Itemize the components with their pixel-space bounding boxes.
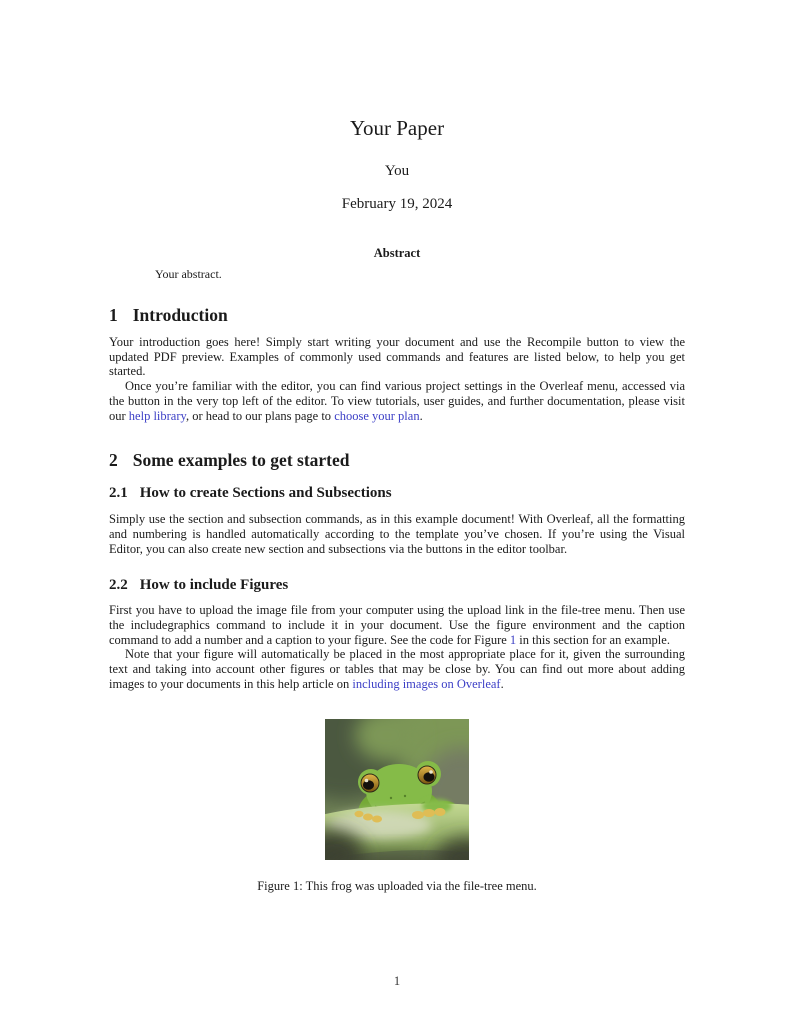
abstract-text: Your abstract. (155, 267, 222, 281)
text-segment: First you have to upload the image file from your computer using the upload link in the file-tree menu. Then use the includegraphics command to include it in your document. Use the figure environment and the caption command to add a number and a caption to your figure. See the code for Figure (109, 603, 685, 647)
text-segment: Note that your figure will automatically be placed in the most appropriate place for it, given the surrounding text and taking into account other figures or tables that may be close by. You can find out more about adding images to your documents in this help article on (109, 647, 685, 691)
inline-link[interactable]: choose your plan (334, 408, 420, 423)
paper-title: Your Paper (349, 116, 445, 140)
page-number: 1 (393, 974, 401, 988)
subsection-number: 2.1 (109, 485, 128, 502)
inline-link[interactable]: including images on Overleaf (352, 676, 501, 691)
text-segment: in this section for an example. (516, 632, 670, 647)
section-heading-examples (109, 449, 685, 471)
subsection-title: How to include Figures (139, 577, 289, 594)
subsection-number: 2.2 (109, 577, 128, 594)
subsection-heading-figures (109, 576, 685, 595)
title-block (109, 115, 685, 213)
text-segment: Once you’re familiar with the editor, you can find various project settings in the Overleaf menu, accessed via the button in the very top left of the editor. To view tutorials, user guides, and further documentation, please visit our (109, 379, 685, 423)
paragraph (109, 647, 685, 691)
paper-date: February 19, 2024 (341, 196, 453, 212)
section-title: Introduction (132, 305, 228, 325)
paper-author: You (384, 163, 410, 179)
section-introduction (109, 304, 685, 423)
subsection-title: How to create Sections and Subsections (139, 485, 392, 502)
text-segment: Your introduction goes here! Simply start writing your document and use the Recompile button to view the updated PDF preview. Examples of commonly used commands and features are listed below, to help you get started. (109, 335, 685, 379)
subsection-heading-sections (109, 484, 685, 503)
figure-1 (109, 719, 685, 894)
inline-link[interactable]: 1 (509, 632, 517, 647)
frog-photo (325, 719, 469, 860)
text-segment: . (419, 408, 423, 423)
section-title: Some examples to get started (132, 450, 350, 471)
frog-photo-illustration (325, 719, 469, 860)
paragraph (109, 379, 685, 423)
section-heading-introduction (109, 304, 685, 326)
paragraph (109, 335, 685, 379)
section-number: 2 (109, 450, 118, 471)
text-segment: . (500, 676, 504, 691)
figure-caption: Figure 1: This frog was uploaded via the file-tree menu. (257, 878, 537, 893)
inline-link[interactable]: help library (128, 408, 186, 423)
section-number: 1 (109, 305, 118, 325)
section-examples (109, 449, 685, 691)
paragraph (109, 512, 685, 556)
text-segment: Simply use the section and subsection commands, as in this example document! With Overleaf, all the formatting and numbering is handled automatically according to the template you’ve chosen. If you’re using the Visual Editor, you can also create new section and subsections via the buttons in the editor toolbar. (109, 512, 685, 556)
abstract-section (109, 246, 685, 282)
text-segment: , or head to our plans page to (185, 408, 335, 423)
paragraph (109, 603, 685, 647)
abstract-heading: Abstract (373, 246, 421, 260)
